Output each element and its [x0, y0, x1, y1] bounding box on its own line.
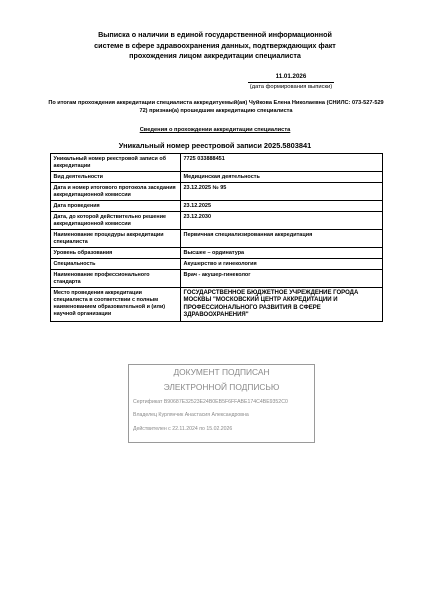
row-label: Наименование профессионального стандарта [51, 270, 181, 288]
table-row [51, 259, 383, 270]
table-row [51, 183, 383, 201]
row-label: Место проведения аккредитации специалиста в соответствии с полным наименованием образовательной и (или) научной организации [51, 288, 181, 322]
date-block [248, 73, 334, 91]
statement-line-2: 72) признан(а) прошедшим аккредитацию специалиста [139, 108, 293, 115]
extract-date: 11.01.2026 [248, 73, 334, 83]
accreditation-statement [48, 99, 384, 116]
stamp-title-electronic: ЭЛЕКТРОННОЙ ПОДПИСЬЮ [163, 382, 280, 392]
extract-date-caption: (дата формирования выписки) [249, 84, 333, 90]
row-value: 23.12.2025 № 95 [181, 183, 383, 201]
table-row [51, 248, 383, 259]
electronic-signature-stamp [128, 364, 315, 443]
table-row [51, 201, 383, 212]
stamp-title-signed: ДОКУМЕНТ ПОДПИСАН [173, 367, 270, 377]
row-value: Медицинская деятельность [181, 172, 383, 183]
stamp-validity: Действителен с 22.11.2024 по 15.02.2026 [133, 426, 233, 432]
table-row [51, 270, 383, 288]
table-row [51, 154, 383, 172]
table-row [51, 288, 383, 322]
table-row [51, 172, 383, 183]
row-label: Дата, до которой действительно решение аккредитационной комиссии [51, 212, 181, 230]
row-label: Уникальный номер реестровой записи об аккредитации [51, 154, 181, 172]
row-label: Вид деятельности [51, 172, 181, 183]
section-title [0, 127, 430, 133]
accreditation-table [50, 153, 383, 322]
row-value: Акушерство и гинекология [181, 259, 383, 270]
row-value: Высшее – ординатура [181, 248, 383, 259]
row-label: Наименование процедуры аккредитации специалиста [51, 230, 181, 248]
row-value: 7725 033888451 [181, 154, 383, 172]
registry-title: Уникальный номер реестровой записи 2025.5803841 [118, 141, 312, 150]
document-header [60, 30, 370, 62]
table-row [51, 230, 383, 248]
row-value: 23.12.2025 [181, 201, 383, 212]
table-row [51, 212, 383, 230]
row-value: Первичная специализированная аккредитация [181, 230, 383, 248]
row-label: Специальность [51, 259, 181, 270]
stamp-certificate: Сертификат B90687E32523E24B0EB5F6FFABE174C4BE9352C0 [133, 399, 288, 405]
header-line-3: прохождения лицом аккредитации специалиста [129, 51, 301, 60]
section-title-text: Сведения о прохождении аккредитации специалиста [139, 127, 291, 133]
row-label: Дата проведения [51, 201, 181, 212]
row-value: Врач - акушер-гинеколог [181, 270, 383, 288]
header-line-2: системе в сфере здравоохранения данных, подтверждающих факт [94, 40, 336, 50]
stamp-owner: Владелец Курлянчик Анастасия Александровна [133, 412, 249, 418]
statement-line-1: По итогам прохождения аккредитации специалиста аккредитуемый(ая) Чуйкова Елена Николаевна (СНИЛС: 073-527-529 [48, 100, 384, 106]
row-label: Дата и номер итогового протокола заседания аккредитационной комиссии [51, 183, 181, 201]
row-value: 23.12.2030 [181, 212, 383, 230]
row-value: ГОСУДАРСТВЕННОЕ БЮДЖЕТНОЕ УЧРЕЖДЕНИЕ ГОРОДА МОСКВЫ "МОСКОВСКИЙ ЦЕНТР АККРЕДИТАЦИИ И ПРОФЕССИОНАЛЬНОГО РАЗВИТИЯ В СФЕРЕ ЗДРАВООХРАНЕНИЯ" [181, 288, 383, 322]
row-label: Уровень образования [51, 248, 181, 259]
header-line-1: Выписка о наличии в единой государственной информационной [98, 30, 332, 39]
